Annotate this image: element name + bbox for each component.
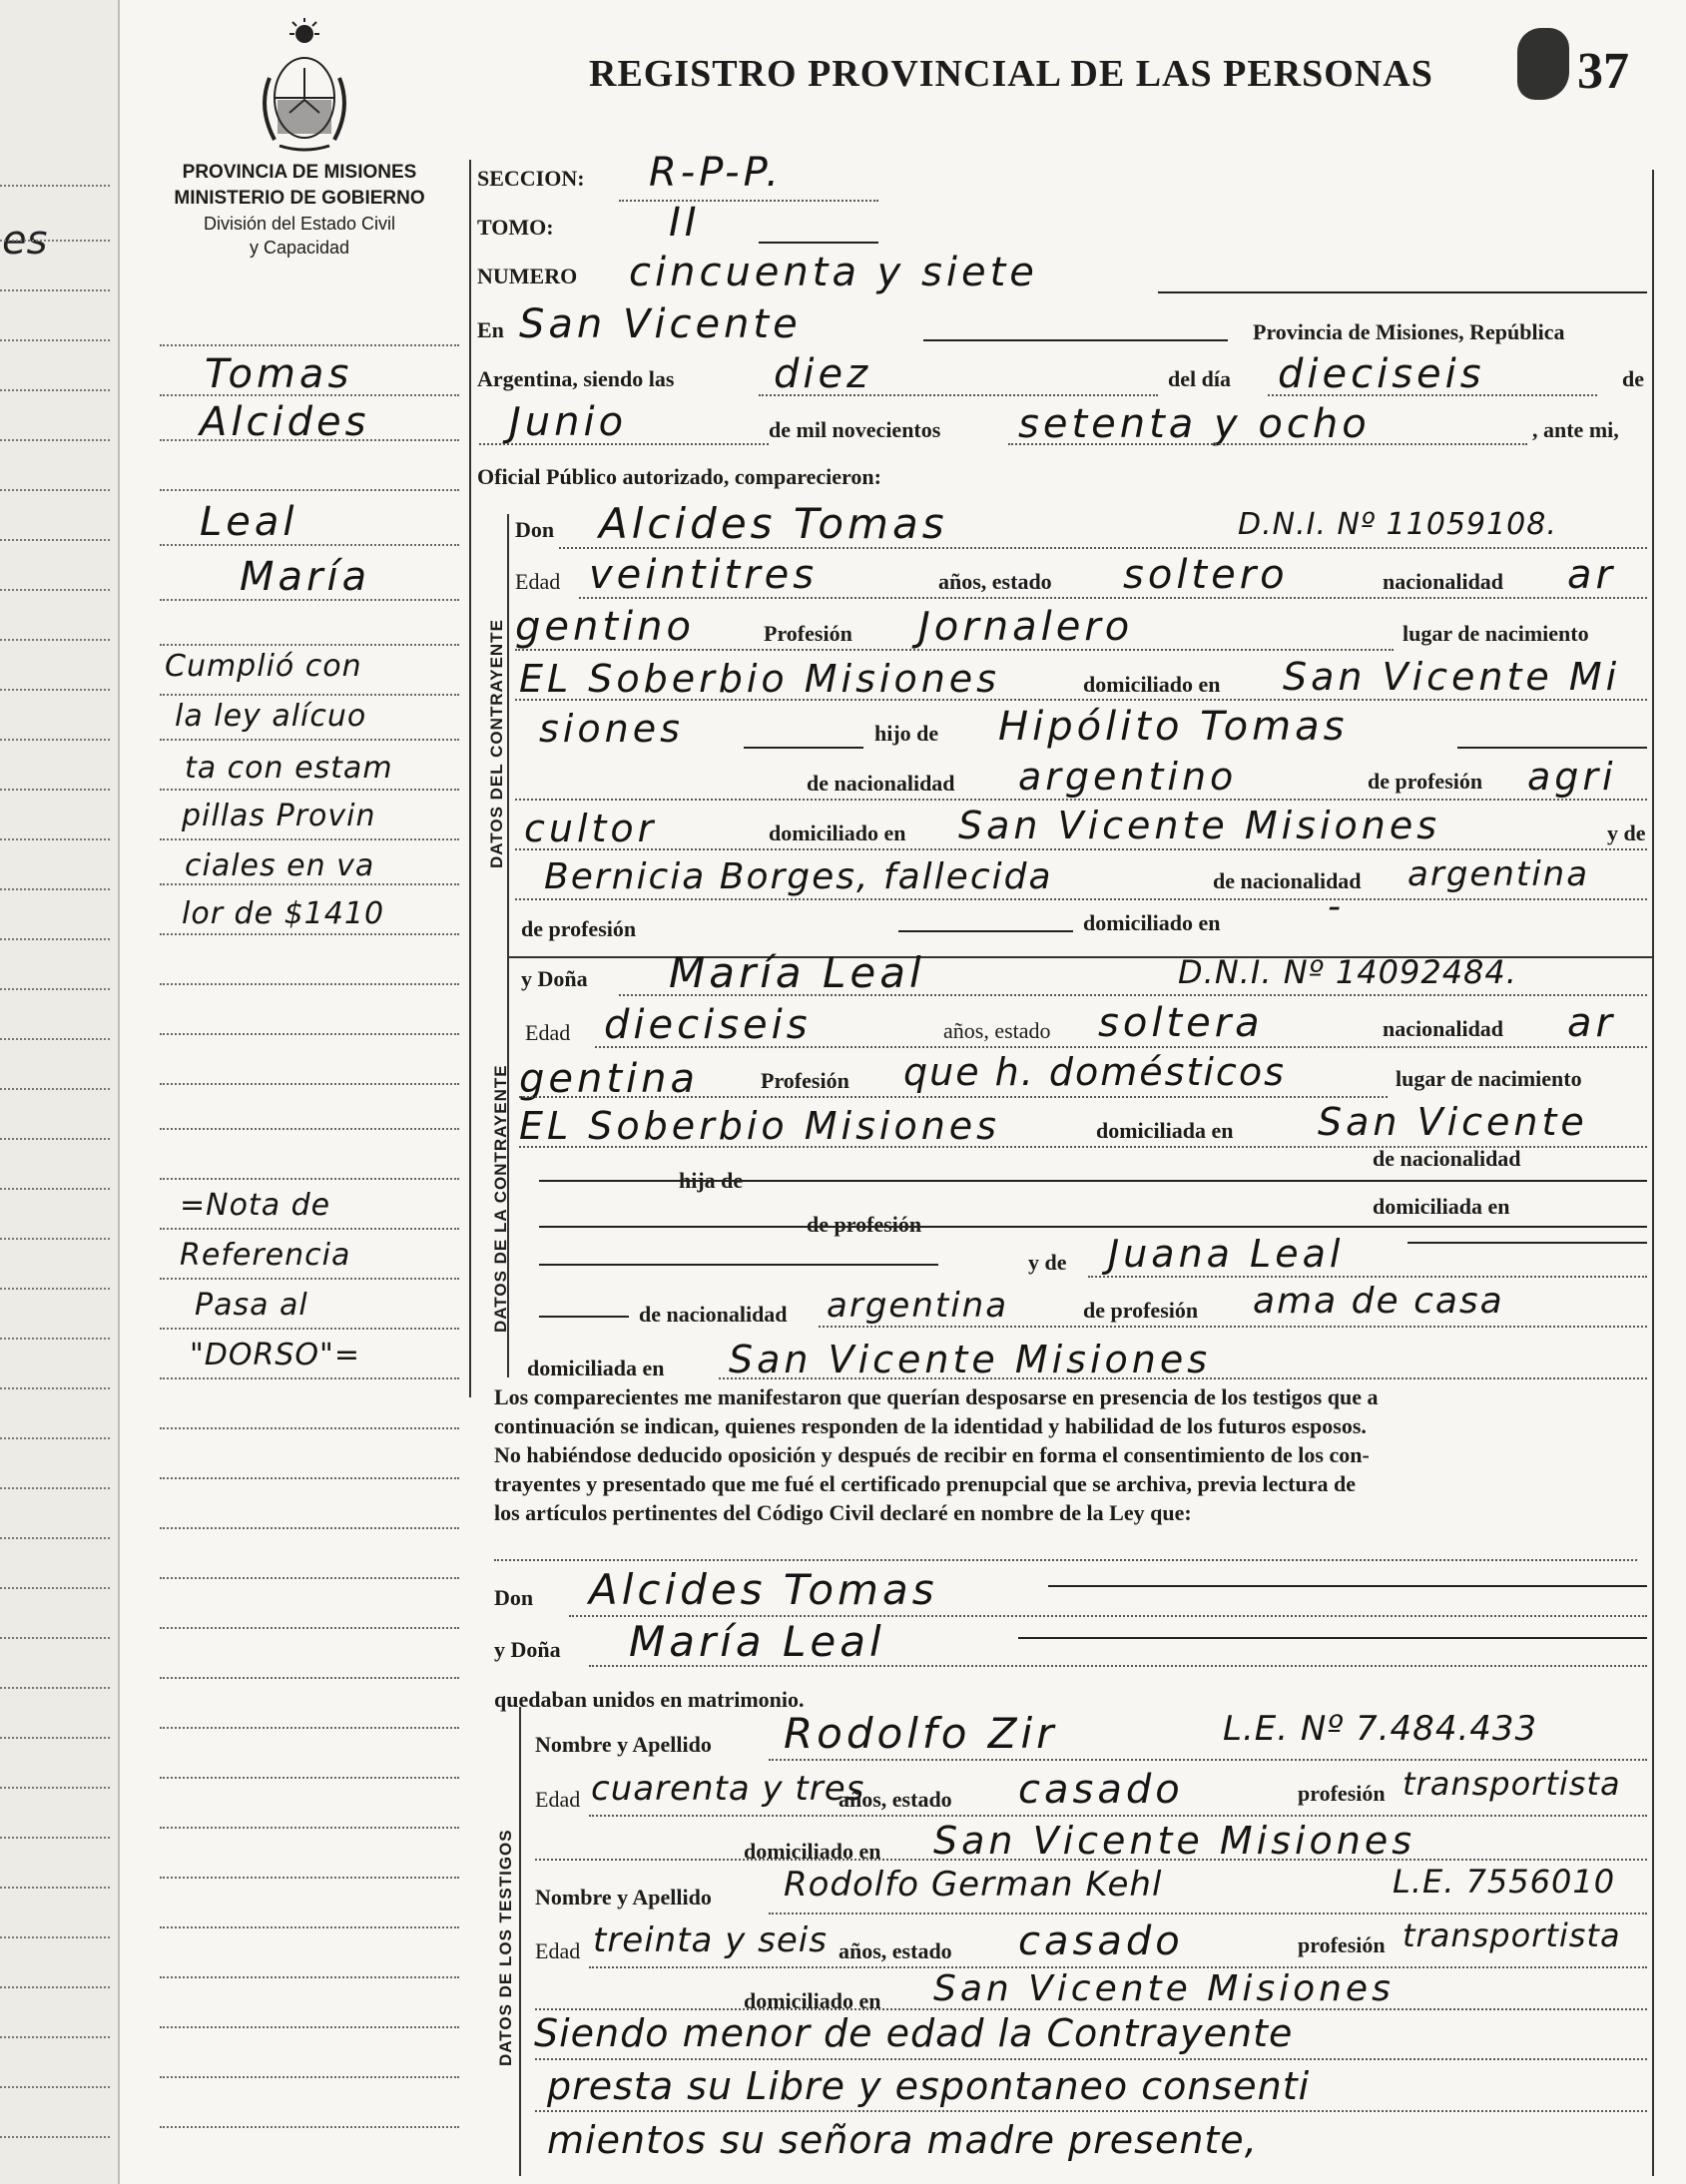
edge-rule	[0, 289, 110, 291]
anios-label: años, estado	[943, 1018, 1051, 1043]
ink-blot	[1517, 28, 1569, 100]
folio-number: 37	[1577, 43, 1629, 100]
de-nac-label: de nacionalidad	[807, 771, 955, 796]
margin-rule	[160, 1577, 459, 1579]
numero-label: NUMERO	[477, 264, 578, 288]
fill-line	[1048, 1585, 1647, 1587]
left-edge-text: es	[2, 218, 48, 264]
testigo2-edad-label: Edad	[535, 1938, 581, 1963]
margin-rule	[160, 344, 459, 346]
fill-line	[744, 747, 863, 749]
don-label: Don	[494, 1585, 534, 1610]
margin-rule	[160, 1427, 459, 1429]
edge-rule	[0, 1787, 110, 1789]
edge-rule	[0, 185, 110, 187]
edge-rule	[0, 2086, 110, 2088]
edge-rule	[0, 2136, 110, 2138]
fill-line	[519, 1096, 1388, 1098]
edge-rule	[0, 988, 110, 990]
margin-rule	[160, 1328, 459, 1330]
margin-rule	[160, 1228, 459, 1230]
edge-rule	[0, 539, 110, 541]
testigo1-edad-label: Edad	[535, 1787, 581, 1812]
madre-prof-value: ama de casa	[1253, 1281, 1504, 1322]
margin-rule	[160, 1727, 459, 1729]
nacionalidad-value: ar	[1567, 1000, 1616, 1046]
dia-value: dieciseis	[1278, 351, 1485, 397]
margin-rule	[160, 1477, 459, 1479]
lugar-value: EL Soberbio Misiones	[519, 1104, 1000, 1148]
org-line: PROVINCIA DE MISIONES	[182, 162, 417, 183]
testigo1-name: Rodolfo Zir	[784, 1709, 1058, 1758]
testigo1-estado: casado	[1018, 1767, 1184, 1813]
margin-rule	[160, 789, 459, 791]
fill-line	[1407, 1242, 1647, 1244]
oficial-text: Oficial Público autorizado, comparecieron:	[477, 464, 881, 489]
fill-line	[535, 2110, 1647, 2112]
estado-value: soltero	[1123, 552, 1289, 598]
fill-line	[539, 1226, 1647, 1228]
org-line: MINISTERIO DE GOBIERNO	[174, 188, 425, 209]
edge-rule	[0, 439, 110, 441]
padre-dom-label: domiciliado en	[769, 820, 906, 845]
madre-value: Bernicia Borges, fallecida	[544, 856, 1053, 897]
margin-rule	[160, 489, 459, 491]
mil-label: de mil novecientos	[769, 417, 941, 442]
edge-rule	[0, 639, 110, 641]
numero-value: cincuenta y siete	[629, 250, 1038, 295]
edge-rule	[0, 938, 110, 940]
margin-rule	[160, 1877, 459, 1879]
domiciliado-label: domiciliado en	[1083, 672, 1221, 697]
margin-rule	[160, 933, 459, 935]
consent-note-line: Siendo menor de edad la Contrayente	[534, 2011, 1294, 2055]
novia-name: María Leal	[629, 1617, 885, 1666]
testigo1-doc: L.E. Nº 7.484.433	[1223, 1709, 1538, 1749]
padre-prof-value-cont: cultor	[524, 807, 658, 850]
hija-label: hija de	[679, 1168, 744, 1193]
fill-line	[1268, 394, 1597, 396]
column-divider	[469, 160, 471, 1397]
declaration-line: Los comparecientes me manifestaron que querían desposarse en presencia de los testigos que a	[494, 1384, 1379, 1409]
reference-note-line: "DORSO"=	[190, 1338, 360, 1372]
fill-line	[595, 1046, 1647, 1048]
padre-value: Hipólito Tomas	[998, 704, 1349, 750]
edge-rule	[0, 838, 110, 840]
seccion-value: R-P-P.	[649, 150, 783, 196]
org-line: y Capacidad	[249, 238, 350, 258]
org-line: División del Estado Civil	[203, 214, 396, 234]
edge-rule	[0, 1088, 110, 1090]
edge-rule	[0, 1837, 110, 1839]
edge-rule	[0, 789, 110, 791]
nacionalidad-value-cont: gentino	[515, 604, 695, 650]
reference-note-line: =Nota de	[180, 1188, 331, 1223]
margin-rule	[160, 1377, 459, 1379]
edge-rule	[0, 589, 110, 591]
madre-prof-label: de profesión	[1083, 1298, 1199, 1323]
anio-value: setenta y ocho	[1018, 401, 1371, 447]
don-label: Don	[515, 517, 555, 542]
testigo1-nombre-label: Nombre y Apellido	[535, 1732, 712, 1757]
stamp-note-line: Cumplió con	[165, 649, 362, 684]
testigo2-domicilio: San Vicente Misiones	[933, 1968, 1395, 2009]
anios-label: años, estado	[938, 569, 1052, 594]
en-label: En	[477, 317, 504, 342]
declaration-line: continuación se indican, quienes responden de la identidad y habilidad de los futuros esposos.	[494, 1413, 1367, 1438]
consent-note-line: presta su Libre y espontaneo consenti	[547, 2064, 1311, 2108]
de-nac-label: de nacionalidad	[1373, 1146, 1521, 1171]
fill-line	[579, 597, 1647, 599]
margin-rule	[160, 1677, 459, 1679]
testigo1-domicilio: San Vicente Misiones	[933, 1819, 1416, 1863]
de-prof-label: de profesión	[1368, 769, 1483, 794]
margin-rule	[160, 644, 459, 646]
nacionalidad-value: ar	[1567, 552, 1616, 598]
fill-line	[759, 242, 878, 244]
domicilio-value-cont: siones	[539, 707, 684, 751]
tomo-label: TOMO:	[477, 215, 554, 240]
testigo2-anios-label: años, estado	[839, 1938, 952, 1963]
left-page-edge	[0, 0, 120, 2184]
reference-note-line: Pasa al	[195, 1288, 308, 1323]
testigo1-profesion: transportista	[1403, 1765, 1621, 1803]
cierre-text: quedaban unidos en matrimonio.	[494, 1687, 805, 1712]
novio-name: Alcides Tomas	[589, 1565, 938, 1614]
edge-rule	[0, 888, 110, 890]
padre-prof-value: agri	[1527, 755, 1617, 799]
edge-rule	[0, 2036, 110, 2038]
margin-rule	[160, 1976, 459, 1978]
tomo-value: II	[669, 200, 701, 246]
margin-rule	[160, 1777, 459, 1779]
margin-rule	[160, 1827, 459, 1829]
testigo2-name: Rodolfo German Kehl	[784, 1865, 1163, 1905]
dona-label: y Doña	[494, 1637, 561, 1662]
fill-line	[539, 1316, 629, 1318]
stamp-note-line: ciales en va	[185, 848, 375, 883]
issuing-office	[150, 160, 449, 260]
madre-dom-label: domiciliada en	[527, 1356, 665, 1380]
margin-rule	[160, 883, 459, 885]
margin-rule	[160, 1178, 459, 1180]
declaration-line: trayentes y presentado que me fué el certificado prenupcial que se archiva, previa lectura de	[494, 1471, 1356, 1496]
coat-of-arms-icon	[250, 18, 359, 158]
contrayenta-name: María Leal	[669, 948, 925, 997]
edge-rule	[0, 389, 110, 391]
contrayenta-dni: D.N.I. Nº 14092484.	[1178, 953, 1517, 991]
madre-nac-label: de nacionalidad	[1213, 868, 1362, 893]
madre-dom-value: -	[1328, 886, 1345, 927]
fill-line	[1457, 747, 1647, 749]
fill-line	[535, 2058, 1647, 2060]
edge-rule	[0, 1188, 110, 1190]
edge-rule	[0, 1487, 110, 1489]
testigo2-dom-label: domiciliado en	[744, 1988, 881, 2013]
margin-rule	[160, 983, 459, 985]
fill-line	[515, 699, 1647, 701]
testigo2-estado: casado	[1018, 1918, 1184, 1964]
estado-value: soltera	[1098, 1000, 1264, 1046]
provincia-text: Provincia de Misiones, República	[1253, 319, 1565, 344]
fill-line	[619, 200, 878, 202]
madre-dom-label: domiciliado en	[1083, 910, 1221, 935]
fill-line	[539, 1264, 938, 1266]
contrayente-section-label: DATOS DEL CONTRAYENTE	[487, 619, 506, 868]
padre-dom-value: San Vicente Misiones	[958, 804, 1441, 847]
edge-rule	[0, 1687, 110, 1689]
contrayente-female-section-label: DATOS DE LA CONTRAYENTE	[491, 1064, 510, 1333]
stamp-note-line: pillas Provin	[182, 799, 376, 833]
edge-rule	[0, 689, 110, 691]
margin-name: María	[240, 554, 371, 600]
fill-line	[589, 1665, 1647, 1667]
dona-label: y Doña	[521, 966, 588, 991]
testigo1-edad: cuarenta y tres	[591, 1769, 865, 1809]
fill-line	[589, 1815, 1647, 1817]
edge-rule	[0, 240, 110, 242]
fill-line	[535, 2008, 1647, 2010]
margin-name: Tomas	[205, 351, 353, 397]
profesion-value: Jornalero	[918, 604, 1134, 650]
declaration-line: No habiéndose deducido oposición y después de recibir en forma el consentimiento de los con-	[494, 1442, 1370, 1467]
lugar-value: EL Soberbio Misiones	[519, 657, 1000, 701]
stamp-note-line: ta con estam	[185, 751, 393, 786]
fill-line	[719, 1377, 1647, 1379]
edge-rule	[0, 1238, 110, 1240]
fill-line	[769, 1759, 1647, 1761]
fill-line	[494, 1559, 1637, 1561]
margin-rule	[160, 2126, 459, 2128]
edge-rule	[0, 1737, 110, 1739]
edge-rule	[0, 1138, 110, 1140]
margin-rule	[160, 1033, 459, 1035]
madre-nac-value: argentina	[827, 1286, 1009, 1326]
fill-line	[479, 443, 769, 445]
fill-line	[535, 1859, 1647, 1861]
de-prof-label: de profesión	[807, 1212, 922, 1237]
fill-line	[1088, 1276, 1647, 1278]
de-label: de	[1622, 366, 1644, 391]
margin-rule	[160, 2076, 459, 2078]
hijo-label: hijo de	[874, 721, 939, 746]
madre-value: Juana Leal	[1108, 1232, 1345, 1276]
edge-rule	[0, 1887, 110, 1889]
margin-rule	[160, 1926, 459, 1928]
margin-rule	[160, 1083, 459, 1085]
fill-line	[769, 1912, 1647, 1914]
fill-line	[515, 799, 1647, 801]
margin-rule	[160, 1128, 459, 1130]
reference-note-line: Referencia	[180, 1238, 351, 1273]
section-bracket	[519, 1707, 521, 2176]
edge-rule	[0, 739, 110, 741]
edge-rule	[0, 1387, 110, 1389]
fill-line	[559, 547, 1647, 549]
edge-rule	[0, 1637, 110, 1639]
margin-rule	[160, 694, 459, 696]
testigo2-nombre-label: Nombre y Apellido	[535, 1885, 712, 1910]
nacionalidad-label: nacionalidad	[1383, 569, 1504, 594]
dom-label: domiciliada en	[1373, 1194, 1510, 1219]
profesion-label: Profesión	[764, 621, 852, 646]
edge-rule	[0, 489, 110, 491]
margin-name: Leal	[200, 499, 298, 545]
edge-rule	[0, 1038, 110, 1040]
ante-mi-label: , ante mi,	[1532, 417, 1619, 442]
fill-line	[819, 1326, 1647, 1328]
profesion-value: que h. domésticos	[903, 1050, 1286, 1094]
fill-line	[1008, 443, 1527, 445]
margin-rule	[160, 838, 459, 840]
testigo1-profesion-label: profesión	[1298, 1781, 1386, 1806]
y-de-label: y de	[1028, 1250, 1067, 1275]
fill-line	[515, 649, 1394, 651]
fill-line	[923, 339, 1228, 341]
fill-line	[898, 930, 1073, 932]
contrayente-dni: D.N.I. Nº 11059108.	[1238, 507, 1557, 542]
edge-rule	[0, 339, 110, 341]
domiciliada-label: domiciliada en	[1096, 1118, 1234, 1143]
consent-note-line: mientos su señora madre presente,	[547, 2118, 1258, 2162]
lugar-label: lugar de nacimiento	[1396, 1066, 1582, 1091]
profesion-label: Profesión	[761, 1068, 849, 1093]
testigo1-dom-label: domiciliado en	[744, 1839, 881, 1864]
fill-line	[539, 1180, 1647, 1182]
edge-rule	[0, 1986, 110, 1988]
fill-line	[1018, 1637, 1647, 1639]
edad-value: veintitres	[589, 552, 819, 598]
fill-line	[619, 994, 1647, 996]
y-de-label: y de	[1607, 820, 1646, 845]
edad-label: Edad	[515, 569, 561, 594]
edge-rule	[0, 1537, 110, 1539]
nacionalidad-label: nacionalidad	[1383, 1016, 1504, 1041]
edge-rule	[0, 1437, 110, 1439]
madre-dom-value: San Vicente Misiones	[729, 1338, 1212, 1381]
margin-rule	[160, 1627, 459, 1629]
hora-value: diez	[774, 351, 872, 397]
contrayente-name: Alcides Tomas	[599, 499, 948, 548]
padre-nac-value: argentino	[1018, 755, 1238, 799]
nacionalidad-value-cont: gentina	[519, 1056, 700, 1102]
argentina-label: Argentina, siendo las	[477, 366, 675, 391]
testigo2-doc: L.E. 7556010	[1393, 1863, 1616, 1901]
en-value: San Vicente	[519, 301, 802, 347]
edge-rule	[0, 1936, 110, 1938]
fill-line	[515, 848, 1647, 850]
margin-rule	[160, 2026, 459, 2028]
page-title: REGISTRO PROVINCIAL DE LAS PERSONAS	[589, 53, 1433, 95]
edad-label: Edad	[525, 1020, 571, 1045]
right-border	[1652, 170, 1654, 2176]
declaration-paragraph	[494, 1382, 1640, 1527]
edge-rule	[0, 1338, 110, 1340]
fill-line	[515, 898, 1647, 900]
stamp-note-line: lor de $1410	[182, 896, 385, 931]
declaration-line: los artículos pertinentes del Código Civil declaré en nombre de la Ley que:	[494, 1500, 1192, 1525]
seccion-label: SECCION:	[477, 166, 585, 191]
edge-rule	[0, 1288, 110, 1290]
testigo2-profesion: transportista	[1403, 1916, 1621, 1954]
margin-name: Alcides	[200, 399, 370, 445]
margin-rule	[160, 1278, 459, 1280]
mes-value: Junio	[509, 399, 628, 445]
stamp-note-line: la ley alícuo	[175, 699, 367, 734]
edge-rule	[0, 1587, 110, 1589]
lugar-label: lugar de nacimiento	[1403, 621, 1589, 646]
del-dia-label: del día	[1168, 366, 1231, 391]
testigo1-anios-label: años, estado	[839, 1787, 952, 1812]
madre-nac-value: argentina	[1407, 854, 1590, 894]
domicilio-value: San Vicente Mi	[1283, 655, 1621, 699]
margin-rule	[160, 1527, 459, 1529]
margin-rule	[160, 739, 459, 741]
madre-prof-label: de profesión	[521, 916, 637, 941]
testigo2-edad: treinta y seis	[593, 1920, 828, 1960]
testigo2-profesion-label: profesión	[1298, 1932, 1386, 1957]
madre-nac-label: de nacionalidad	[639, 1302, 788, 1327]
fill-line	[1158, 291, 1647, 293]
edad-value: dieciseis	[604, 1002, 812, 1048]
testigos-section-label: DATOS DE LOS TESTIGOS	[496, 1829, 515, 2066]
domicilio-value: San Vicente	[1318, 1100, 1588, 1144]
fill-line	[759, 394, 1158, 396]
